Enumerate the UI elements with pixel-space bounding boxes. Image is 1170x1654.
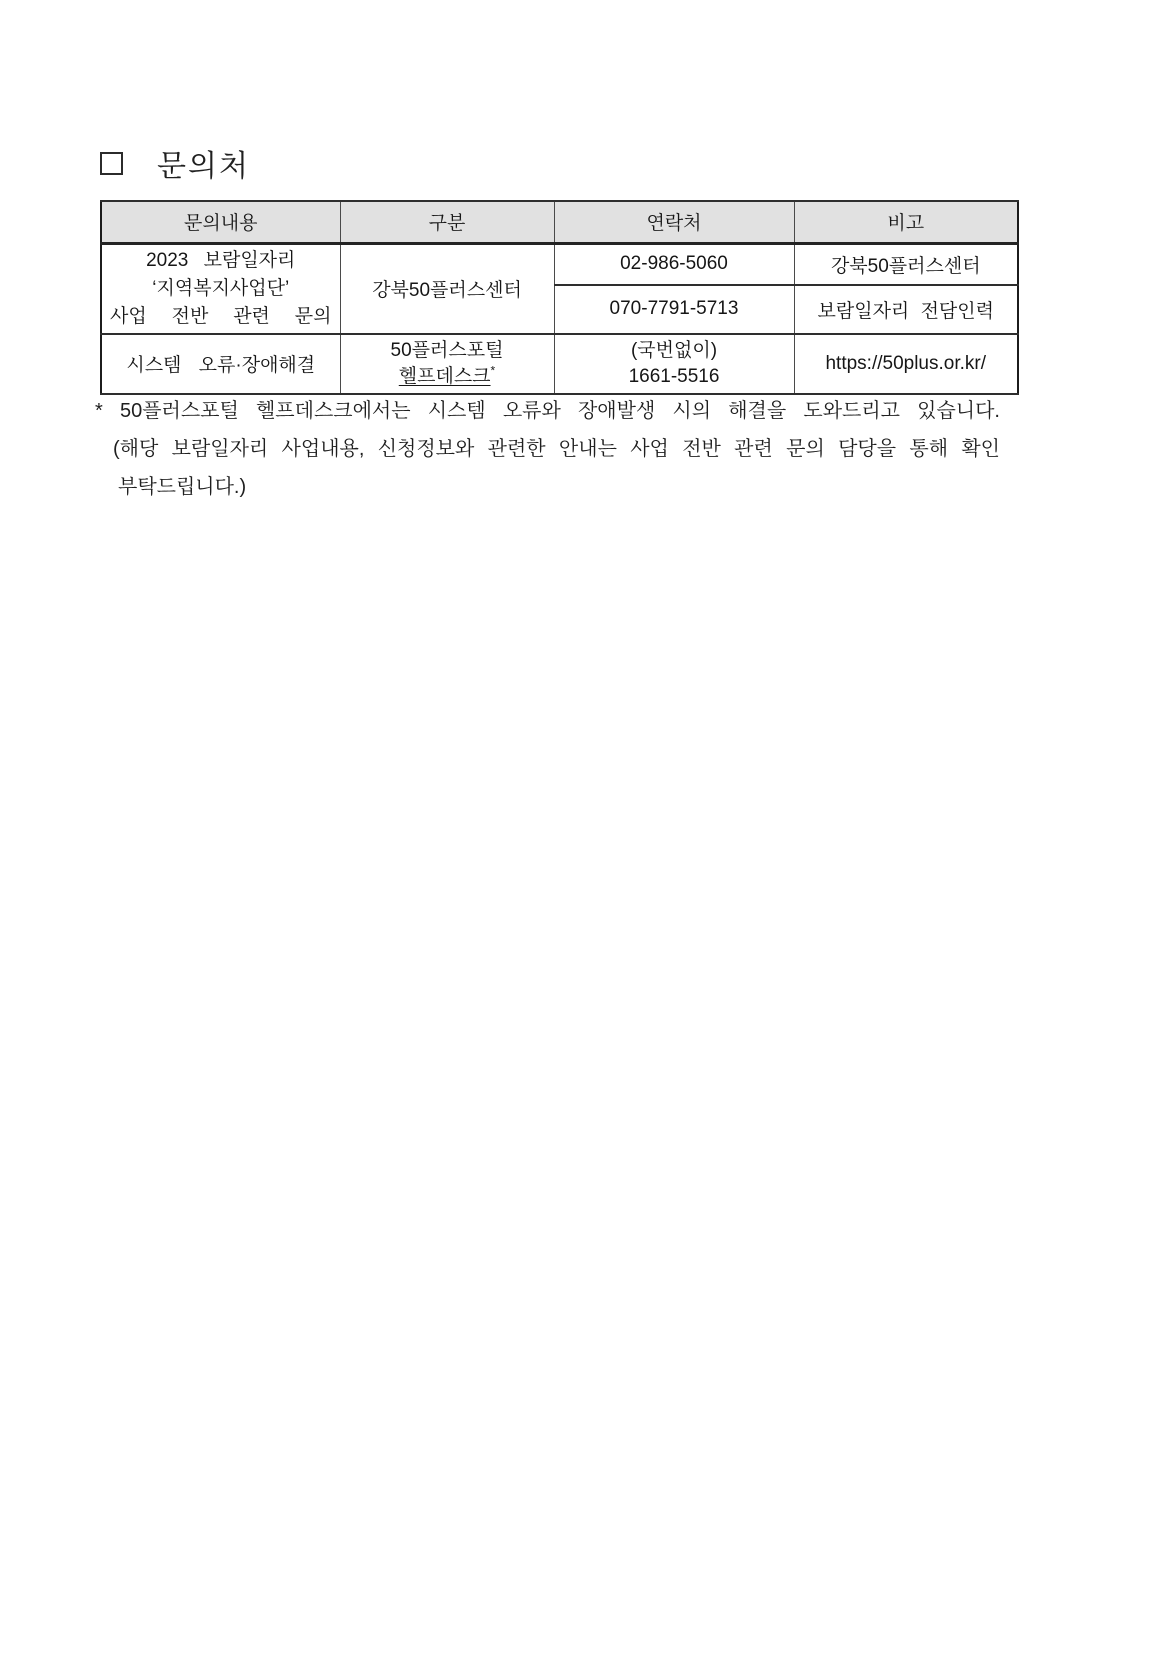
cell-inquiry-program: [101, 243, 340, 334]
cell-category-center: 강북50플러스센터: [340, 243, 554, 334]
contact-table: [100, 200, 1019, 395]
footnote-asterisk: *: [490, 363, 496, 378]
phone-number: 1661-5516: [628, 365, 720, 387]
table-row: [101, 334, 1018, 394]
white-square-icon: [100, 152, 123, 175]
table-row: [101, 243, 1018, 285]
cell-note-staff: 보람일자리 전담인력: [794, 285, 1018, 333]
table-header-row: [101, 201, 1018, 243]
inquiry-line: 2023 보람일자리: [146, 249, 296, 271]
cell-note-center: 강북50플러스센터: [794, 243, 1018, 285]
cell-phone-helpdesk: [554, 334, 794, 394]
header-inquiry-content: 문의내용: [101, 201, 340, 243]
header-contact: 연락처: [554, 201, 794, 243]
footnote-line-1: [95, 392, 1000, 430]
cell-phone-main: 02-986-5060: [554, 243, 794, 285]
page-title: 문의처: [157, 150, 250, 183]
cell-inquiry-system: 시스템 오류·장애해결: [101, 334, 340, 394]
section-title: [100, 141, 250, 185]
footnote-line-3: 부탁드립니다.): [118, 476, 247, 498]
footnote-text: 50플러스포털 헬프데스크에서는 시스템 오류와 장애발생 시의 해결을 도와드리고 있습니다.: [119, 400, 1000, 422]
cell-phone-secondary: 070-7791-5713: [554, 285, 794, 333]
cell-category-helpdesk: [340, 334, 554, 394]
inquiry-line: ‘지역복지사업단’: [152, 277, 290, 299]
helpdesk-line: [349, 364, 546, 390]
header-category: 구분: [340, 201, 554, 243]
cell-portal-url: https://50plus.or.kr/: [794, 334, 1018, 394]
inquiry-line: 사업 전반 관련 문의: [110, 305, 332, 327]
phone-prefix-note: (국번없이): [630, 339, 718, 361]
helpdesk-line: 50플러스포털: [390, 339, 504, 361]
footnote-marker: *: [95, 400, 103, 422]
footnote-block: [95, 392, 1000, 506]
helpdesk-name: 헬프데스크: [398, 365, 491, 387]
header-remarks: 비고: [794, 201, 1018, 243]
footnote-line-2: (해당 보람일자리 사업내용, 신청정보와 관련한 안내는 사업 전반 관련 문의 담당을 통해 확인: [113, 438, 1000, 460]
